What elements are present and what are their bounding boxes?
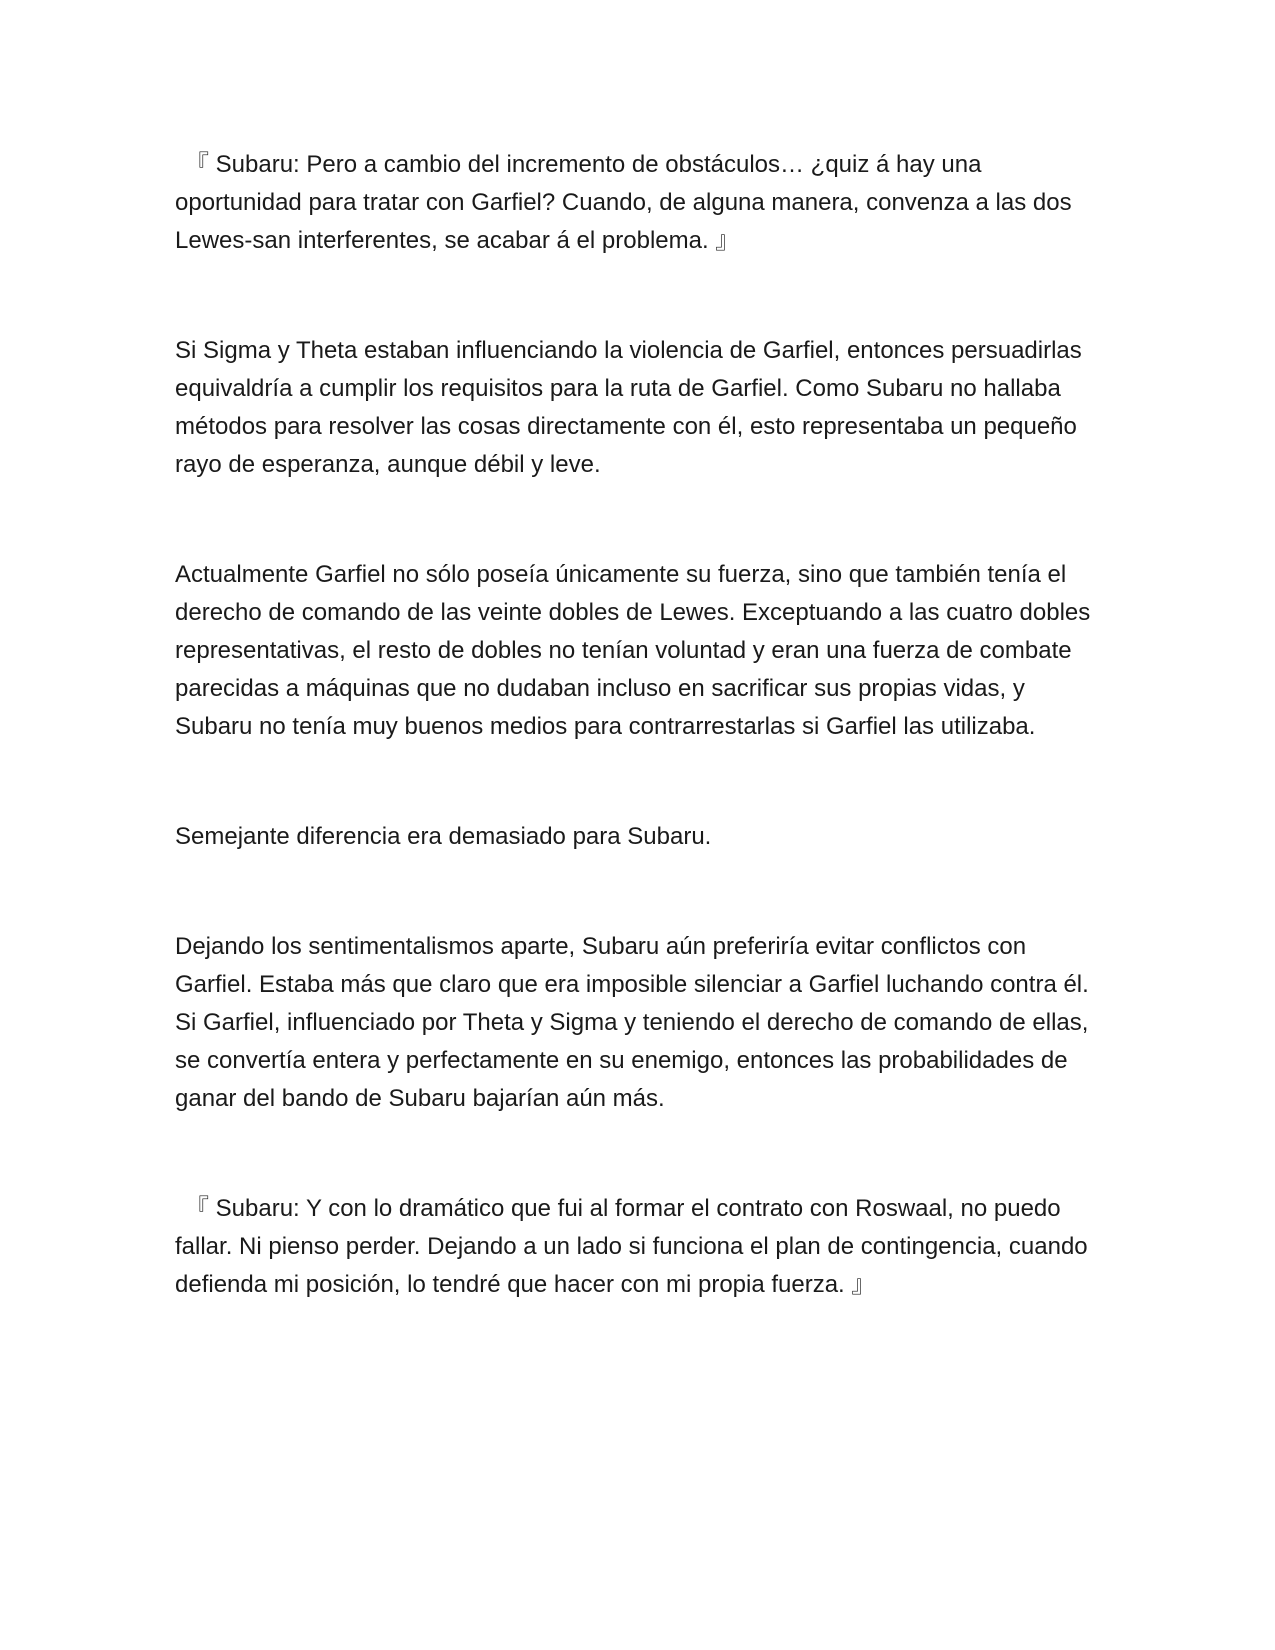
text-body <box>175 146 1105 1304</box>
dialogue-paragraph-subaru-2: 『 Subaru: Y con lo dramático que fui al formar el contrato con Roswaal, no puedo fallar. Ni pienso perder. Dejando a un lado si funciona el plan de contingencia, cuando defienda mi posición, lo tendré que hacer con mi propia fuerza. 』 <box>175 1195 1088 1298</box>
narration-paragraph-2: Actualmente Garfiel no sólo poseía únicamente su fuerza, sino que también tenía el derecho de comando de las veinte dobles de Lewes. Exceptuando a las cuatro dobles representativas, el resto de dobles no tenían voluntad y eran una fuerza de combate parecidas a máquinas que no dudaban incluso en sacrificar sus propias vidas, y Subaru no tenía muy buenos medios para contrarrestarlas si Garfiel las utilizaba. <box>175 561 1091 740</box>
dialogue-paragraph-subaru-1: 『 Subaru: Pero a cambio del incremento de obstáculos… ¿quiz á hay una oportunidad para tratar con Garfiel? Cuando, de alguna manera, convenza a las dos Lewes-san interferentes, se acabar á el problema. 』 <box>175 151 1072 254</box>
narration-paragraph-3: Semejante diferencia era demasiado para Subaru. <box>175 823 712 850</box>
narration-paragraph-4: Dejando los sentimentalismos aparte, Subaru aún preferiría evitar conflictos con Garfiel. Estaba más que claro que era imposible silenciar a Garfiel luchando contra él. Si Garfiel, influenciado por Theta y Sigma y teniendo el derecho de comando de ellas, se convertía entera y perfectamente en su enemigo, entonces las probabilidades de ganar del bando de Subaru bajarían aún más. <box>175 933 1089 1112</box>
narration-paragraph-1: Si Sigma y Theta estaban influenciando la violencia de Garfiel, entonces persuadirlas equivaldría a cumplir los requisitos para la ruta de Garfiel. Como Subaru no hallaba métodos para resolver las cosas directamente con él, esto representaba un pequeño rayo de esperanza, aunque débil y leve. <box>175 337 1082 478</box>
